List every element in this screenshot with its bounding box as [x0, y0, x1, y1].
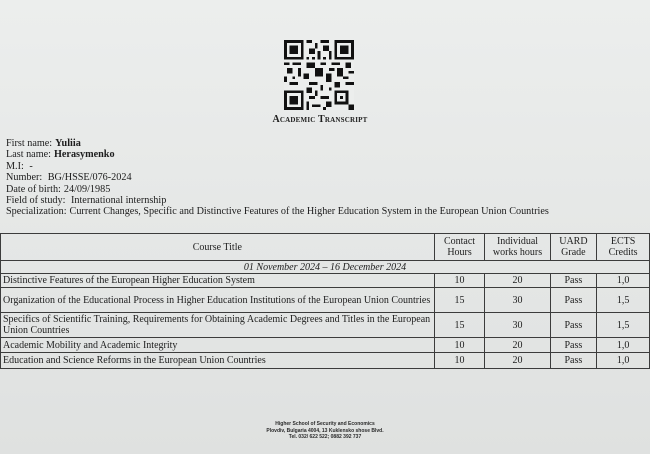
field-row: [6, 195, 549, 206]
document-title: Academic Transcript: [272, 114, 368, 125]
header-grade: UARD Grade: [550, 234, 597, 261]
ects-credits: 1,0: [597, 353, 650, 369]
qr-code-icon: [284, 40, 354, 110]
last-name-value: Herasymenko: [53, 149, 115, 161]
individual-hours: 20: [485, 274, 550, 288]
contact-hours: 10: [434, 274, 485, 288]
period-row: [1, 261, 650, 274]
table-row: [1, 338, 650, 353]
last-name-label: Last name:: [6, 149, 51, 161]
mi-value: -: [29, 160, 33, 172]
table-row: [1, 353, 650, 369]
grade: Pass: [550, 338, 597, 353]
individual-hours: 30: [485, 313, 550, 338]
mi-row: [6, 161, 549, 172]
footer-phone: Tel. 032/ 622 522; 0882 392 737: [288, 434, 362, 440]
header-individual-hours: Individual works hours: [485, 234, 550, 261]
table-row: [1, 274, 650, 288]
ects-credits: 1,0: [597, 338, 650, 353]
dob-row: [6, 184, 549, 195]
first-name-value: Yuliia: [55, 138, 81, 149]
grade: Pass: [550, 313, 597, 338]
student-info: [6, 138, 549, 218]
table-row: [1, 313, 650, 338]
school-footer: [0, 421, 650, 441]
table-header-row: [1, 234, 650, 261]
individual-hours: 30: [485, 288, 550, 313]
mi-label: M.I:: [6, 160, 24, 172]
grade: Pass: [550, 274, 597, 288]
grade: Pass: [550, 353, 597, 369]
grades-table: [0, 233, 650, 369]
header-course-title: Course Title: [1, 234, 435, 261]
contact-hours: 10: [434, 338, 485, 353]
header-ects-credits: ECTS Credits: [597, 234, 650, 261]
number-row: [6, 172, 549, 183]
number-label: Number:: [6, 172, 43, 184]
ects-credits: 1,0: [597, 274, 650, 288]
field-value: International internship: [70, 195, 167, 207]
ects-credits: 1,5: [597, 288, 650, 313]
footer-address: Plovdiv, Bulgaria 4004, 13 Kuklensko shose Blvd.: [266, 427, 384, 434]
first-name-row: [6, 138, 549, 149]
contact-hours: 15: [434, 288, 485, 313]
grade: Pass: [550, 288, 597, 313]
first-name-label: First name:: [6, 138, 53, 149]
course-title: Education and Science Reforms in the European Union Countries: [1, 353, 435, 369]
specialization-label: Specialization:: [6, 206, 67, 218]
course-title: Organization of the Educational Process in Higher Education Institutions of the European Union Countries: [1, 288, 435, 313]
specialization-row: [6, 206, 549, 217]
dob-value: 24/09/1985: [63, 183, 111, 195]
course-title: Academic Mobility and Academic Integrity: [1, 338, 435, 353]
table-row: [1, 288, 650, 313]
ects-credits: 1,5: [597, 313, 650, 338]
course-title: Distinctive Features of the European Higher Education System: [1, 274, 435, 288]
specialization-value: Current Changes, Specific and Distinctive Features of the Higher Education System in the European Union Countries: [69, 206, 549, 218]
individual-hours: 20: [485, 338, 550, 353]
course-title: Specifics of Scientific Training, Requirements for Obtaining Academic Degrees and Titles in the European Union Countries: [1, 313, 435, 338]
contact-hours: 15: [434, 313, 485, 338]
period-label: 01 November 2024 – 16 December 2024: [1, 261, 650, 274]
field-label: Field of study:: [6, 195, 66, 207]
number-value: BG/HSSE/076-2024: [47, 172, 132, 184]
header-contact-hours: Contact Hours: [434, 234, 485, 261]
contact-hours: 10: [434, 353, 485, 369]
individual-hours: 20: [485, 353, 550, 369]
dob-label: Date of birth:: [6, 183, 61, 195]
last-name-row: [6, 149, 549, 160]
footer-school-name: Higher School of Security and Economics: [275, 421, 375, 427]
